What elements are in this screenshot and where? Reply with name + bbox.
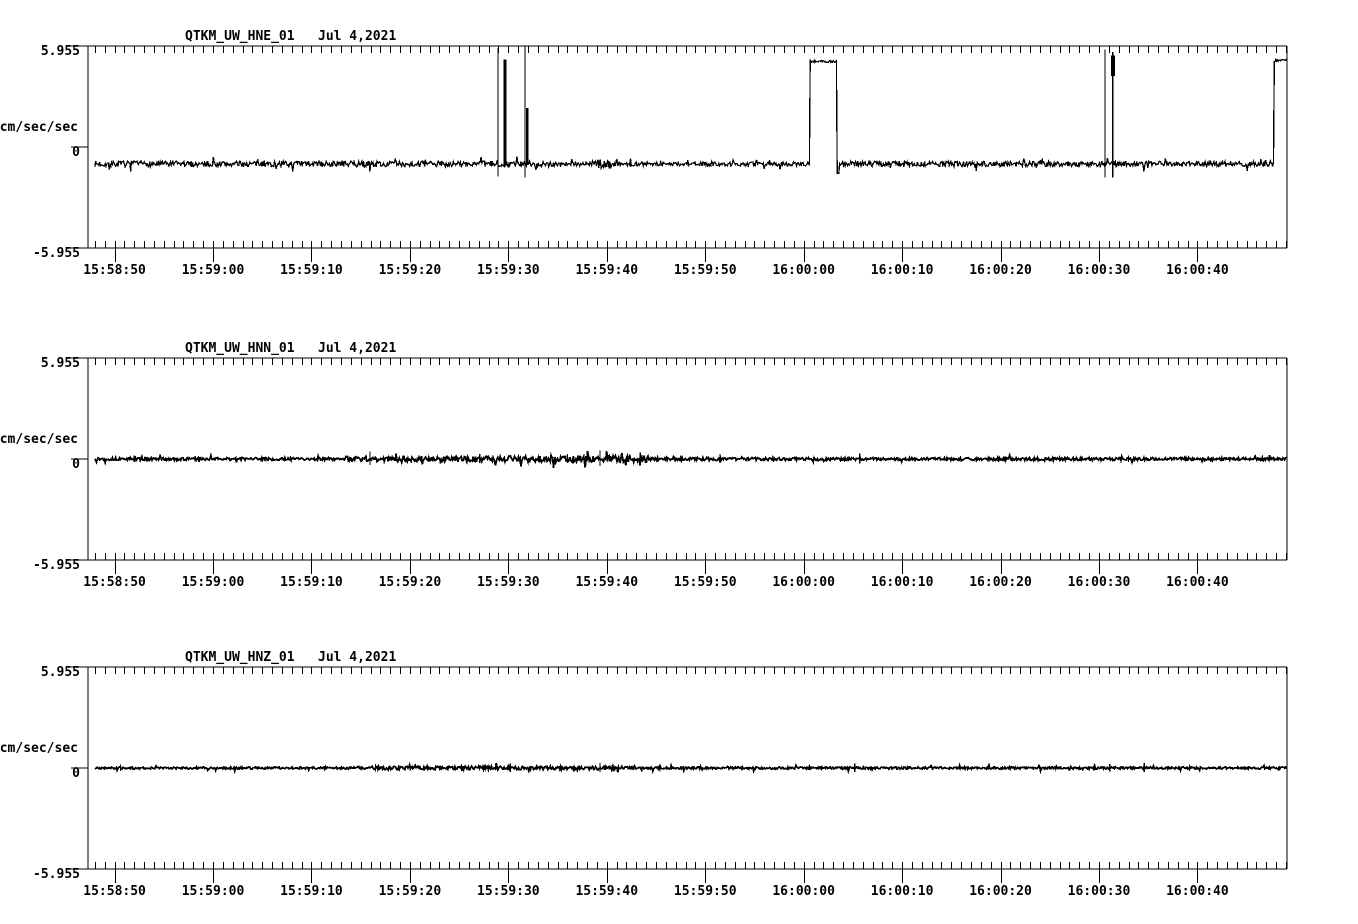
- y-tick-label: 5.955: [40, 356, 80, 371]
- x-tick-label: 16:00:40: [1166, 575, 1229, 590]
- y-tick-label: -5.955: [33, 558, 80, 573]
- y-axis-unit-label: cm/sec/sec: [0, 741, 78, 756]
- chart-date-label: Jul 4,2021: [318, 341, 397, 356]
- x-tick-label: 16:00:00: [772, 575, 835, 590]
- x-tick-label: 15:59:50: [673, 884, 737, 899]
- x-tick-label: 15:59:30: [477, 575, 540, 590]
- ten-second-tick-marks: [116, 869, 1198, 883]
- y-tick-label: 5.955: [40, 665, 80, 680]
- waveform-trace: [95, 451, 1287, 468]
- chart-title: QTKM_UW_HNN_01: [185, 341, 295, 356]
- chart-qtkm-uw-hnn-01: [0, 341, 1287, 590]
- y-tick-label: -5.955: [33, 867, 80, 882]
- y-tick-label: 0: [72, 766, 80, 781]
- x-tick-label: 16:00:30: [1067, 575, 1131, 590]
- x-tick-label: 16:00:40: [1166, 884, 1229, 899]
- ten-second-tick-marks: [116, 560, 1198, 574]
- x-tick-label: 15:59:10: [280, 263, 343, 278]
- x-tick-label: 15:59:50: [673, 263, 737, 278]
- y-tick-label: 0: [72, 457, 80, 472]
- x-tick-label: 15:59:40: [575, 575, 639, 590]
- x-tick-label: 16:00:20: [969, 263, 1032, 278]
- x-tick-label: 15:59:40: [575, 884, 639, 899]
- second-tick-marks: [96, 46, 1287, 248]
- y-axis-unit-label: cm/sec/sec: [0, 120, 78, 135]
- x-tick-label: 15:59:10: [280, 575, 343, 590]
- waveform-trace: [95, 59, 1287, 173]
- chart-date-label: Jul 4,2021: [318, 650, 397, 665]
- ten-second-tick-marks: [116, 248, 1198, 262]
- x-tick-label: 15:59:50: [673, 575, 737, 590]
- x-tick-label: 16:00:30: [1067, 263, 1131, 278]
- x-tick-label: 16:00:20: [969, 884, 1032, 899]
- y-axis-unit-label: cm/sec/sec: [0, 432, 78, 447]
- y-tick-label: 0: [72, 145, 80, 160]
- x-tick-label: 15:59:20: [378, 884, 442, 899]
- x-tick-label: 15:59:20: [378, 575, 442, 590]
- x-tick-label: 16:00:00: [772, 263, 835, 278]
- x-tick-label: 16:00:00: [772, 884, 835, 899]
- x-tick-label: 16:00:20: [969, 575, 1032, 590]
- x-tick-label: 15:59:10: [280, 884, 343, 899]
- x-tick-label: 15:58:50: [83, 884, 146, 899]
- x-tick-label: 16:00:10: [870, 884, 934, 899]
- x-tick-label: 15:58:50: [83, 263, 146, 278]
- chart-title: QTKM_UW_HNZ_01: [185, 650, 295, 665]
- x-tick-label: 16:00:40: [1166, 263, 1229, 278]
- x-tick-label: 15:59:40: [575, 263, 639, 278]
- x-tick-label: 15:58:50: [83, 575, 146, 590]
- y-tick-label: 5.955: [40, 44, 80, 59]
- x-tick-label: 15:59:20: [378, 263, 442, 278]
- waveform-trace: [95, 763, 1287, 772]
- chart-qtkm-uw-hnz-01: [0, 650, 1287, 899]
- x-tick-label: 15:59:30: [477, 884, 540, 899]
- y-tick-label: -5.955: [33, 246, 80, 261]
- chart-title: QTKM_UW_HNE_01: [185, 29, 295, 44]
- x-tick-label: 16:00:10: [870, 575, 934, 590]
- x-tick-label: 15:59:00: [181, 884, 245, 899]
- x-tick-label: 15:59:30: [477, 263, 540, 278]
- x-tick-label: 16:00:30: [1067, 884, 1131, 899]
- chart-date-label: Jul 4,2021: [318, 29, 397, 44]
- x-tick-label: 15:59:00: [181, 575, 245, 590]
- x-tick-label: 16:00:10: [870, 263, 934, 278]
- chart-qtkm-uw-hne-01: [0, 29, 1287, 278]
- x-tick-label: 15:59:00: [181, 263, 245, 278]
